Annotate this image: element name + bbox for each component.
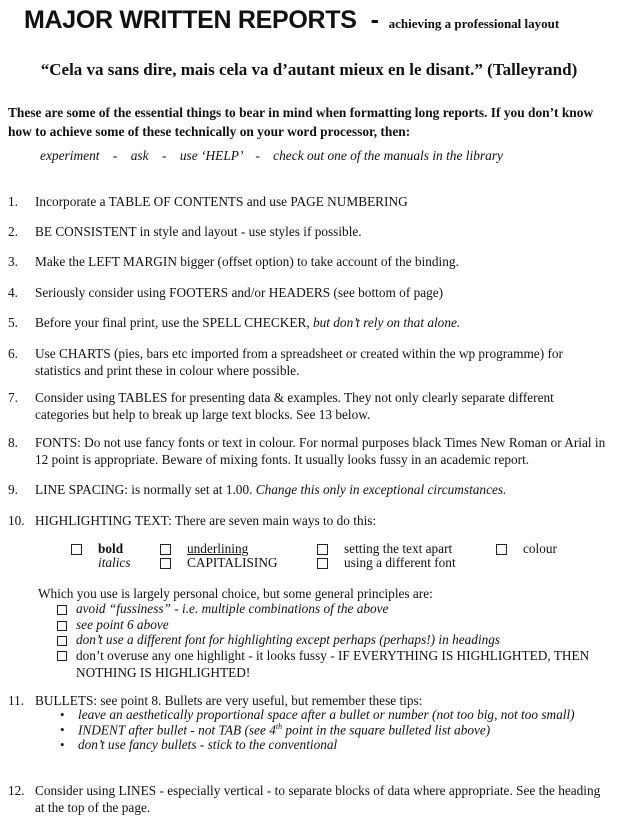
principle-item: see point 6 above: [76, 617, 169, 632]
bullet-tip: [78, 707, 575, 723]
option-different-font: using a different font: [344, 555, 456, 570]
list-item-8: [8, 434, 610, 468]
title-subtitle: achieving a professional layout: [388, 16, 560, 31]
intro-paragraph: These are some of the essential things to bear in mind when formatting long reports. If you don’t know how to achieve some of these technically on your word processor, then:: [8, 105, 594, 139]
item-text: [35, 481, 610, 498]
checkbox-capitalising: [160, 558, 171, 569]
item-text: [35, 314, 610, 331]
option-setting-apart: setting the text apart: [344, 541, 453, 556]
item-text: Make the LEFT MARGIN bigger (offset option) to take account of the binding.: [35, 254, 459, 269]
page-title: [24, 6, 559, 35]
bullet-tip-text: leave an aesthetically proportional space after a bullet or number (not too big, not too small): [78, 707, 575, 722]
item-number: 9.: [8, 482, 18, 497]
square-bullet: [57, 621, 67, 631]
bullet-tip-sup: th: [275, 722, 283, 731]
item-text: Consider using TABLES for presenting data & examples. They not only clearly separate different categories but help to break up large text blocks. See 13 below.: [35, 390, 554, 422]
item-number: 6.: [8, 346, 18, 361]
list-item-12: [8, 782, 610, 816]
option-underlining: underlining: [187, 541, 249, 556]
principles-intro: Which you use is largely personal choice, but some general principles are:: [38, 586, 433, 601]
checkbox-colour: [496, 544, 507, 555]
principle-item: avoid “fussiness” - i.e. multiple combinations of the above: [76, 601, 389, 616]
item-text: Seriously consider using FOOTERS and/or HEADERS (see bottom of page): [35, 285, 444, 300]
bullet-dot: •: [60, 722, 65, 737]
item-number: 10.: [8, 513, 25, 528]
bullet-tip-text: don’t use fancy bullets - stick to the conventional: [78, 737, 338, 752]
principle-item: don’t overuse any one highlight - it looks fussy - IF EVERYTHING IS HIGHLIGHTED, THEN NOTHING IS HIGHLIGHTED!: [76, 648, 590, 680]
item-text-main: Before your final print, use the SPELL CHECKER,: [35, 315, 310, 330]
item-text-italic: Change this only in exceptional circumstances.: [252, 482, 507, 497]
list-item-4: [8, 284, 610, 301]
option-italics: italics: [98, 555, 131, 570]
checkbox-setting-apart: [317, 544, 328, 555]
principle-item: don’t use a different font for highlighting except perhaps (perhaps!) in headings: [76, 632, 501, 647]
item-number: 12.: [8, 783, 25, 798]
item-text: BE CONSISTENT in style and layout - use styles if possible.: [35, 224, 362, 239]
checkbox-bold: [71, 544, 82, 555]
item-text: BULLETS: see point 8. Bullets are very useful, but remember these tips:: [35, 693, 423, 708]
item-number: 7.: [8, 390, 18, 405]
list-item-6: [8, 345, 610, 379]
square-bullet: [57, 636, 67, 646]
tips-line: experiment - ask - use ‘HELP’ - check out one of the manuals in the library: [40, 148, 503, 163]
item-number: 5.: [8, 315, 18, 330]
option-bold: bold: [98, 541, 124, 556]
item-text: FONTS: Do not use fancy fonts or text in colour. For normal purposes black Times New Roman or Arial in 12 point is appropriate. Beware of mixing fonts. It usually looks fussy in an academic report.: [35, 435, 606, 467]
square-bullet: [57, 605, 67, 615]
option-colour: colour: [523, 541, 557, 556]
bullet-tip: [78, 737, 337, 753]
list-item-1: [8, 193, 610, 210]
item-text: Use CHARTS (pies, bars etc imported from a spreadsheet or created within the wp programme) for statistics and print these in colour where possible.: [35, 346, 563, 378]
list-item-7: [8, 389, 610, 423]
bullet-tip-text: INDENT after bullet - not TAB (see 4: [78, 722, 276, 738]
item-text: Incorporate a TABLE OF CONTENTS and use PAGE NUMBERING: [35, 194, 408, 209]
option-capitalising: CAPITALISING: [187, 555, 278, 570]
list-item-3: [8, 253, 610, 270]
checkbox-different-font: [317, 558, 328, 569]
item-number: 11.: [8, 693, 25, 708]
bullet-tip: [78, 722, 490, 738]
title-dash: -: [370, 6, 379, 34]
bullet-dot: •: [60, 707, 65, 722]
list-item-9: [8, 481, 610, 498]
item-number: 1.: [8, 194, 18, 209]
quote: “Cela va sans dire, mais cela va d’autant mieux en le disant.” (Talleyrand): [40, 60, 578, 79]
list-item-10: [8, 512, 610, 529]
item-number: 3.: [8, 254, 18, 269]
item-text-italic: but don’t rely on that alone.: [309, 315, 461, 330]
list-item-2: [8, 223, 610, 240]
square-bullet: [57, 651, 67, 661]
bullet-tip-text-post: point in the square bulleted list above): [282, 722, 491, 738]
item-text-main: LINE SPACING: is normally set at 1.00.: [35, 482, 253, 497]
item-number: 8.: [8, 435, 18, 450]
item-text: HIGHLIGHTING TEXT: There are seven main ways to do this:: [35, 513, 377, 528]
item-number: 2.: [8, 224, 18, 239]
bullet-dot: •: [60, 737, 65, 752]
list-item-5: [8, 314, 610, 331]
item-text: Consider using LINES - especially vertical - to separate blocks of data where appropriate. See the heading at the top of the page.: [35, 783, 601, 815]
checkbox-underlining: [160, 544, 171, 555]
item-number: 4.: [8, 285, 18, 300]
title-main: MAJOR WRITTEN REPORTS: [24, 6, 357, 34]
